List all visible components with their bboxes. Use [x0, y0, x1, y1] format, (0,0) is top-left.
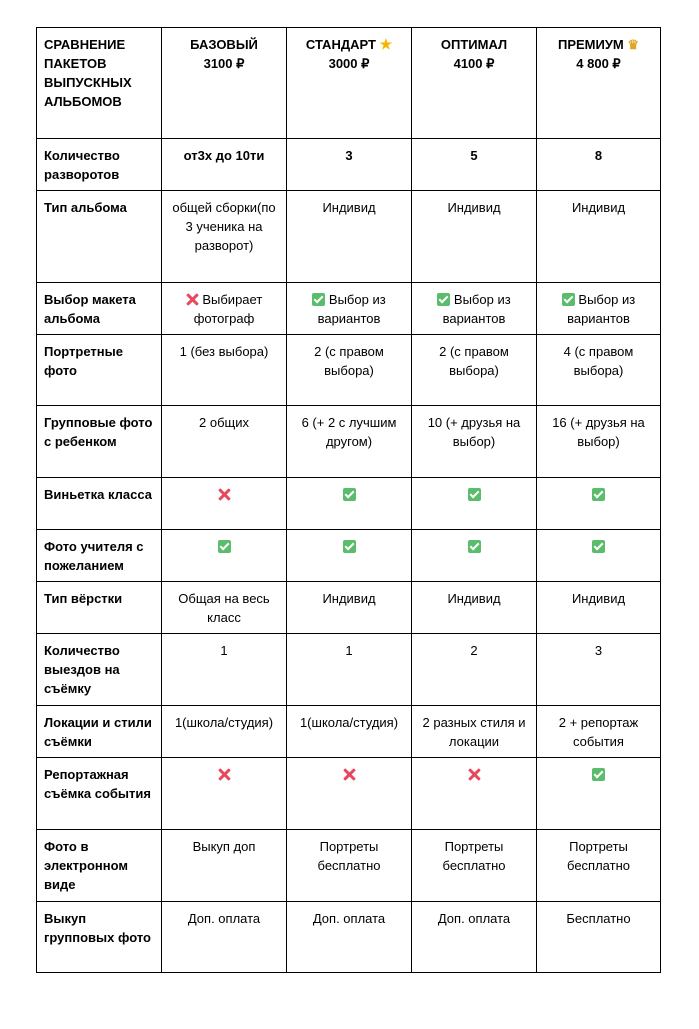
table-cell: [537, 530, 661, 582]
table-cell: [162, 758, 287, 830]
check-icon: [218, 540, 231, 553]
table-cell: [412, 582, 537, 634]
cell-text: 1: [220, 643, 228, 658]
table-cell: [537, 902, 661, 973]
table-cell: [537, 139, 661, 191]
cell-text: Портреты бесплатно: [442, 839, 506, 873]
package-header-optimal: [412, 28, 537, 139]
cell-text: 4 (с правом выбора): [563, 344, 634, 378]
cell-text: 8: [594, 148, 603, 163]
cross-icon: [468, 768, 481, 781]
cross-icon: [343, 768, 356, 781]
table-cell: [412, 758, 537, 830]
table-cell: [287, 706, 412, 758]
table-row: [37, 530, 661, 582]
table-cell: [537, 191, 661, 283]
package-header-basic: [162, 28, 287, 139]
cell-text: 2 (с правом выбора): [314, 344, 384, 378]
table-cell: [537, 335, 661, 406]
row-label: Репортажная съёмка события: [37, 758, 162, 830]
check-icon: [592, 768, 605, 781]
table-cell: [537, 634, 661, 706]
cell-text: Доп. оплата: [312, 911, 386, 926]
table-cell: [162, 706, 287, 758]
table-cell: [162, 406, 287, 478]
table-cell: [412, 478, 537, 530]
cell-text: Выбирает фотограф: [193, 292, 263, 326]
table-cell: [412, 283, 537, 335]
cell-text: Индивид: [447, 200, 501, 215]
cross-icon: [186, 293, 199, 306]
check-icon: [592, 488, 605, 501]
table-cell: [287, 530, 412, 582]
cell-text: Общая на весь класс: [178, 591, 270, 625]
check-icon: [312, 293, 325, 306]
cell-text: 16 (+ друзья на выбор): [552, 415, 645, 449]
table-cell: [162, 830, 287, 902]
row-label: Групповые фото с ребенком: [37, 406, 162, 478]
package-name: ПРЕМИУМ: [557, 37, 624, 52]
cell-text: 3: [594, 643, 603, 658]
check-icon: [592, 540, 605, 553]
table-row: [37, 406, 661, 478]
package-price: 3000 ₽: [328, 56, 370, 71]
table-cell: [162, 634, 287, 706]
package-header-premium: [537, 28, 661, 139]
row-label: Выкуп групповых фото: [37, 902, 162, 973]
row-label: Выбор макета альбома: [37, 283, 162, 335]
cross-icon: [218, 488, 231, 501]
comparison-table-wrapper: [36, 27, 661, 973]
row-label: Фото учителя с пожеланием: [37, 530, 162, 582]
cell-text: Индивид: [322, 200, 376, 215]
row-label: Фото в электронном виде: [37, 830, 162, 902]
cell-text: 2 + репортаж события: [558, 715, 639, 749]
table-cell: [287, 191, 412, 283]
cell-text: Бесплатно: [566, 911, 631, 926]
table-cell: [287, 902, 412, 973]
cell-text: Выкуп доп: [192, 839, 256, 854]
table-cell: [412, 139, 537, 191]
table-title: СРАВНЕНИЕ ПАКЕТОВ ВЫПУСКНЫХ АЛЬБОМОВ: [37, 28, 162, 139]
cell-text: Индивид: [571, 591, 626, 606]
cell-text: Доп. оплата: [187, 911, 261, 926]
table-cell: [537, 283, 661, 335]
table-cell: [287, 283, 412, 335]
check-icon: [468, 488, 481, 501]
table-row: [37, 139, 661, 191]
comparison-table: [36, 27, 661, 973]
table-cell: [537, 706, 661, 758]
table-row: [37, 706, 661, 758]
package-name: СТАНДАРТ: [305, 37, 376, 52]
cell-text: от3х до 10ти: [183, 148, 265, 163]
table-cell: [537, 830, 661, 902]
table-row: [37, 478, 661, 530]
table-cell: [287, 406, 412, 478]
check-icon: [437, 293, 450, 306]
package-price: 3100 ₽: [203, 56, 245, 71]
table-cell: [412, 706, 537, 758]
table-cell: [412, 335, 537, 406]
cell-text: Портреты бесплатно: [317, 839, 381, 873]
table-cell: [537, 478, 661, 530]
table-cell: [162, 191, 287, 283]
cell-text: 2: [470, 643, 478, 658]
table-cell: [162, 902, 287, 973]
cell-text: 1(школа/студия): [299, 715, 399, 730]
table-cell: [537, 406, 661, 478]
table-cell: [287, 139, 412, 191]
row-label: Тип альбома: [37, 191, 162, 283]
table-body: [37, 28, 661, 973]
table-row: [37, 758, 661, 830]
table-cell: [287, 478, 412, 530]
table-cell: [412, 530, 537, 582]
table-row: [37, 191, 661, 283]
cell-text: Выбор из вариантов: [567, 292, 636, 326]
table-cell: [162, 335, 287, 406]
cell-text: Выбор из вариантов: [317, 292, 386, 326]
cell-text: 6 (+ 2 с лучшим другом): [301, 415, 397, 449]
row-label: Количество разворотов: [37, 139, 162, 191]
table-cell: [537, 582, 661, 634]
trophy-icon: ♛: [627, 37, 640, 52]
cell-text: 5: [470, 148, 478, 163]
table-cell: [412, 406, 537, 478]
cell-text: Портреты бесплатно: [567, 839, 630, 873]
table-row: [37, 830, 661, 902]
cell-text: 1: [345, 643, 353, 658]
row-label: Количество выездов на съёмку: [37, 634, 162, 706]
table-cell: [412, 902, 537, 973]
cell-text: Индивид: [447, 591, 501, 606]
row-label: Тип вёрстки: [37, 582, 162, 634]
package-name: БАЗОВЫЙ: [190, 37, 258, 52]
cell-text: 10 (+ друзья на выбор): [427, 415, 521, 449]
table-cell: [162, 283, 287, 335]
table-cell: [287, 758, 412, 830]
package-price: 4 800 ₽: [576, 56, 621, 71]
row-label: Локации и стили съёмки: [37, 706, 162, 758]
table-cell: [162, 582, 287, 634]
table-cell: [287, 634, 412, 706]
check-icon: [343, 488, 356, 501]
cell-text: 3: [345, 148, 353, 163]
cross-icon: [218, 768, 231, 781]
package-name: ОПТИМАЛ: [440, 37, 508, 52]
header-row: [37, 28, 661, 139]
package-price: 4100 ₽: [453, 56, 495, 71]
check-icon: [468, 540, 481, 553]
cell-text: Доп. оплата: [437, 911, 511, 926]
table-cell: [412, 634, 537, 706]
check-icon: [343, 540, 356, 553]
row-label: Виньетка класса: [37, 478, 162, 530]
cell-text: 2 общих: [199, 415, 249, 430]
table-row: [37, 335, 661, 406]
cell-text: 1 (без выбора): [179, 344, 269, 359]
table-cell: [412, 191, 537, 283]
cell-text: общей сборки(по 3 ученика на разворот): [172, 200, 276, 253]
check-icon: [562, 293, 575, 306]
table-row: [37, 902, 661, 973]
table-cell: [287, 582, 412, 634]
cell-text: 2 разных стиля и локации: [422, 715, 526, 749]
cell-text: Индивид: [322, 591, 376, 606]
table-cell: [162, 530, 287, 582]
package-header-standard: [287, 28, 412, 139]
cell-text: 1(школа/студия): [174, 715, 274, 730]
table-cell: [287, 335, 412, 406]
table-row: [37, 634, 661, 706]
table-cell: [287, 830, 412, 902]
table-row: [37, 283, 661, 335]
star-icon: ★: [379, 36, 393, 52]
table-cell: [162, 139, 287, 191]
table-cell: [162, 478, 287, 530]
table-row: [37, 582, 661, 634]
table-cell: [412, 830, 537, 902]
cell-text: Индивид: [571, 200, 626, 215]
cell-text: Выбор из вариантов: [442, 292, 511, 326]
table-cell: [537, 758, 661, 830]
row-label: Портретные фото: [37, 335, 162, 406]
cell-text: 2 (с правом выбора): [439, 344, 509, 378]
